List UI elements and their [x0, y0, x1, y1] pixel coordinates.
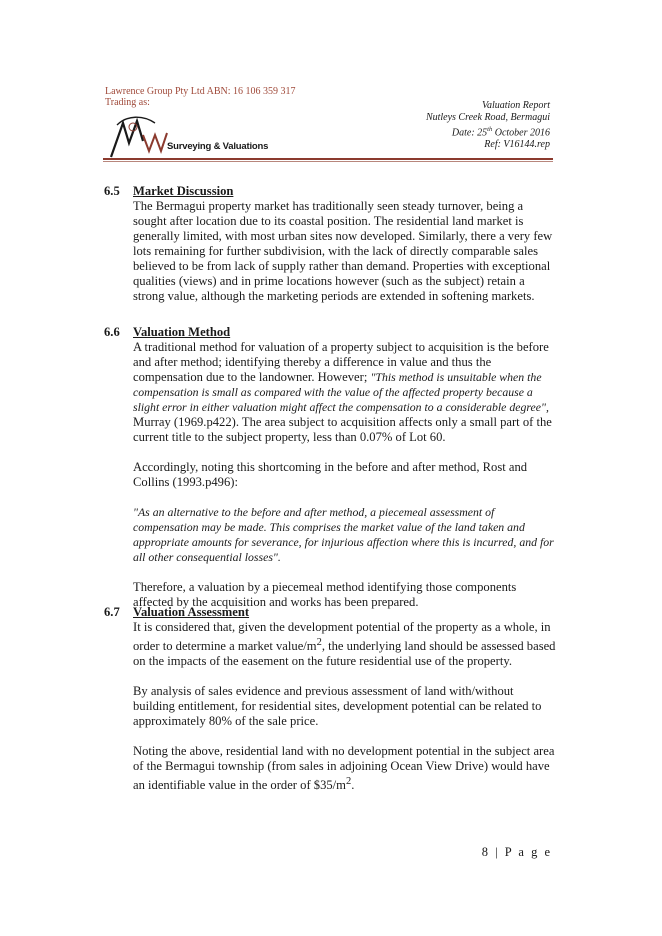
paragraph: Therefore, a valuation by a piecemeal method identifying those components affected by the acquisition and works has been prepared. [133, 580, 517, 609]
section-valuation-method [104, 325, 556, 610]
section-heading: Valuation Method [133, 325, 231, 339]
trading-as: Trading as: [105, 97, 150, 108]
report-meta [426, 100, 550, 151]
section-valuation-assessment [104, 605, 556, 793]
section-number: 6.5 [104, 184, 120, 198]
paragraph: The Bermagui property market has traditionally seen steady turnover, being a sought after location due to its coastal position. The residential land market is generally limited, with most urban sites now developed. Similarly, there a very few lots remaining for further subdivision, with the lack of directly comparable sales believed to be from lack of supply rather than demand. Properties with exceptional qualities (views) and in prime locations however (such as the subject) retain a strong value, although the marketing periods are extended in softening markets. [133, 199, 553, 303]
paragraph: Noting the above, residential land with no development potential in the subject area of the Bermagui township (from sales in adjoining Ocean View Drive) would have an identifiable value in the order of $\$35/m^2$. [133, 744, 555, 793]
report-date: Date: 25th October 2016 [451, 126, 550, 139]
report-address: Nutleys Creek Road, Bermagui [425, 112, 550, 123]
section-market-discussion [104, 184, 556, 304]
section-heading: Valuation Assessment [133, 605, 250, 619]
header-rule-thin [103, 161, 553, 162]
page-number: 8 | P a g e [481, 845, 552, 859]
logo-text: Surveying & Valuations [167, 141, 269, 152]
paragraph: Accordingly, noting this shortcoming in the before and after method, Rost and Collins (1993.p496): [133, 460, 528, 489]
paragraph: A traditional method for valuation of a property subject to acquisition is the before and after method; identifying thereby a difference in value and thus the compensation due to the landowner. However; "This method is unsuitable when the compensation is small as compared with the value of the affected property because a slight error in either valuation might affect the compensation to a considerable degree", Murray (1969.p422). The area subject to acquisition affects only a small part of the current title to the subject property, less than 0.07% of Lot 60. [133, 340, 552, 444]
section-number: 6.6 [104, 325, 120, 339]
report-ref: Ref: V16144.rep [484, 139, 550, 151]
paragraph: By analysis of sales evidence and previous assessment of land with/without building entitlement, for residential sites, development potential can be related to approximately 80% of the sale price. [133, 684, 542, 729]
company-info [105, 86, 296, 108]
lawrence-logo-icon [103, 113, 303, 161]
section-number: 6.7 [104, 605, 120, 619]
header-rule [103, 158, 553, 160]
company-name: Lawrence Group Pty Ltd ABN: 16 106 359 317 [105, 86, 296, 97]
paragraph: It is considered that, given the development potential of the property as a whole, in order to determine a market value/$m^2$, the underlying land should be assessed based on the impacts of the easement on the future residential use of the property. [133, 620, 556, 669]
section-heading: Market Discussion [133, 184, 234, 198]
quote: "As an alternative to the before and after method, a piecemeal assessment of compensation may be made. This comprises the market value of the land taken and appropriate amounts for severance, for injurious affection where this is incurred, and for all other consequential losses". [133, 505, 554, 564]
report-title: Valuation Report [481, 100, 550, 111]
